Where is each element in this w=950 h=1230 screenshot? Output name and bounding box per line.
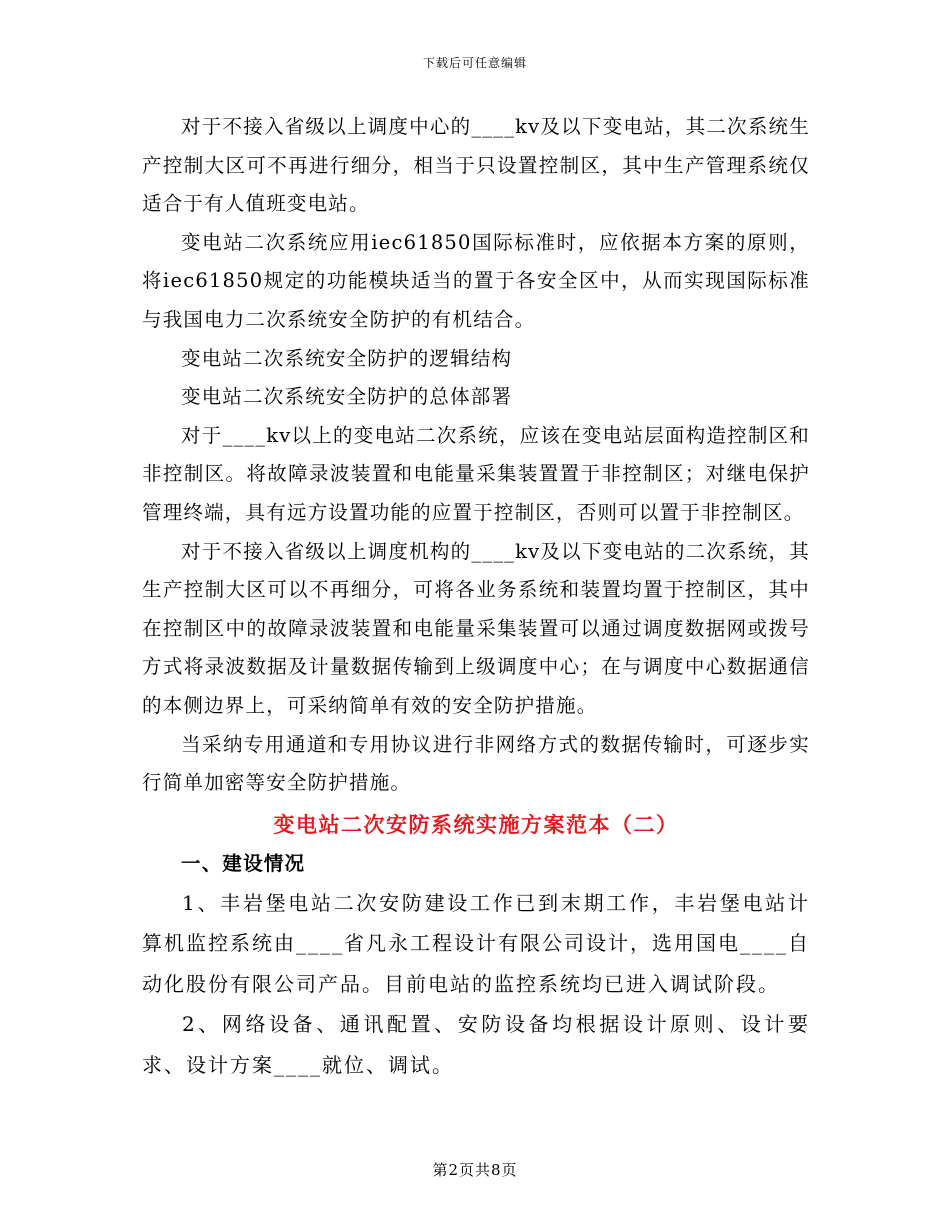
paragraph-dispatch-network: 对于不接入省级以上调度机构的____kv及以下变电站的二次系统，其生产控制大区可以不再细分，可将各业务系统和装置均置于控制区，其中在控制区中的故障录波装置和电能量采集装置可以通过调度数据网或拨号方式将录波数据及计量数据传输到上级调度中心；在与调度中心数据通信的本侧边界上，可采纳简单有效的安全防护措施。 <box>142 539 810 717</box>
paragraph-item-1: 1、丰岩堡电站二次安防建设工作已到末期工作，丰岩堡电站计算机监控系统由____省凡永工程设计有限公司设计，选用国电____自动化股份有限公司产品。目前电站的监控系统均已进入调试阶段。 <box>142 890 810 996</box>
paragraph-item-2: 2、网络设备、通讯配置、安防设备均根据设计原则、设计要求、设计方案____就位、调试。 <box>142 1012 810 1077</box>
paragraph-encryption: 当采纳专用通道和专用协议进行非网络方式的数据传输时，可逐步实行简单加密等安全防护措施。 <box>142 732 810 795</box>
line-overall-deployment: 变电站二次系统安全防护的总体部署 <box>181 385 513 409</box>
subheading-construction: 一、建设情况 <box>181 851 306 875</box>
document-body <box>142 108 810 1085</box>
paragraph-control-zones: 对于____kv以上的变电站二次系统，应该在变电站层面构造控制区和非控制区。将故障录波装置和电能量采集装置置于非控制区；对继电保护管理终端，具有远方设置功能的应置于控制区，否则可以置于非控制区。 <box>142 423 810 524</box>
page-number: 第2页共8页 <box>432 1161 518 1179</box>
line-logical-structure: 变电站二次系统安全防护的逻辑结构 <box>181 346 513 370</box>
header-note: 下载后可任意编辑 <box>422 56 527 70</box>
section-title: 变电站二次安防系统实施方案范本（二） <box>273 811 679 837</box>
paragraph-iec61850: 变电站二次系统应用iec61850国际标准时，应依据本方案的原则，将iec61850规定的功能模块适当的置于各安全区中，从而实现国际标准与我国电力二次系统安全防护的有机结合。 <box>142 230 810 331</box>
paragraph-substation-no-provincial: 对于不接入省级以上调度中心的____kv及以下变电站，其二次系统生产控制大区可不再进行细分，相当于只设置控制区，其中生产管理系统仅适合于有人值班变电站。 <box>142 115 810 216</box>
